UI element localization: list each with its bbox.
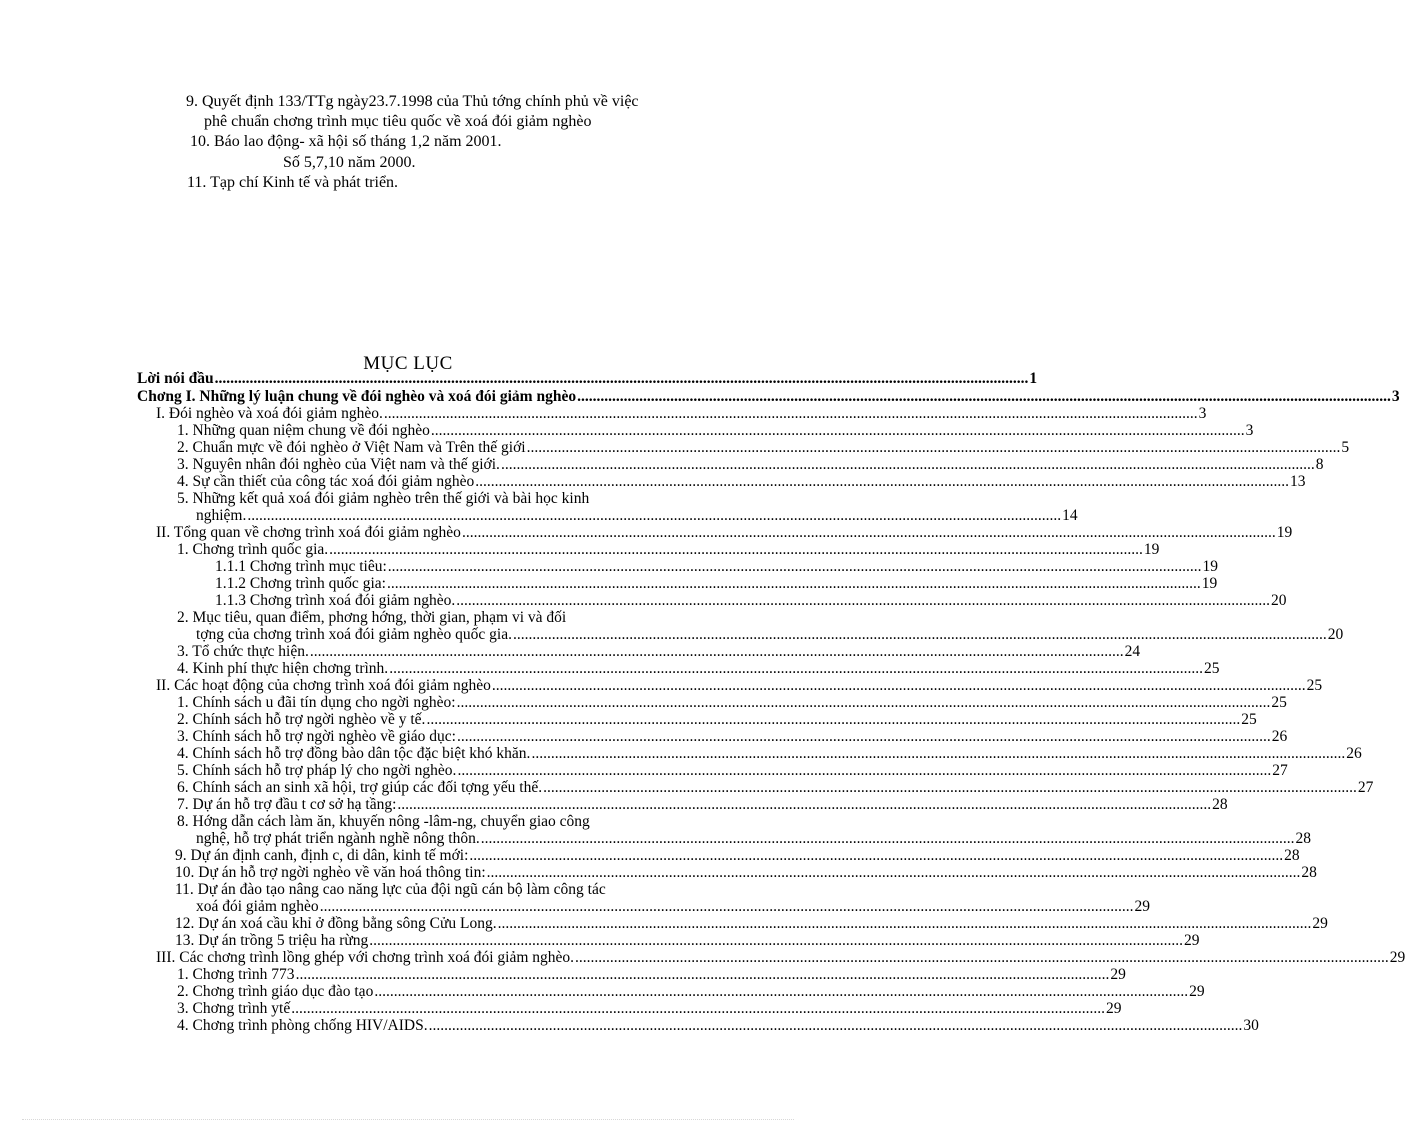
toc-entry[interactable]: [196, 898, 1150, 915]
dot-leader: ..................................................................................................................................................................................................................: [577, 388, 1391, 405]
toc-entry-continuation: nghệ, hỗ trợ phát triển ngành nghề nông thôn.: [196, 830, 480, 847]
toc-entry[interactable]: [177, 762, 1288, 779]
toc-entry-label: 1.1.3 Chơng trình xoá đói giảm nghèo.: [215, 592, 456, 609]
toc-entry-page: 29: [1110, 966, 1126, 983]
toc-title: MỤC LỤC: [363, 353, 453, 374]
toc-entry[interactable]: [177, 1017, 1259, 1034]
toc-entry-label: 1.1.2 Chơng trình quốc gia:: [215, 575, 386, 592]
toc-entry-page: 27: [1272, 762, 1288, 779]
toc-entry-label: 1. Chính sách u đãi tín dụng cho ngời nghèo:: [177, 694, 456, 711]
toc-entry[interactable]: [156, 524, 1293, 541]
toc-entry[interactable]: [156, 405, 1207, 422]
dot-leader: ..................................................................................................................................................................................................................: [480, 830, 1295, 847]
toc-entry-label: 10. Dự án hỗ trợ ngời nghèo về văn hoá thông tin:: [175, 864, 486, 881]
toc-entry-page: 28: [1212, 796, 1228, 813]
toc-entry-label: III. Các chơng trình lồng ghép với chơng trình xoá đói giảm nghèo.: [156, 949, 575, 966]
toc-entry-continuation: tợng của chơng trình xoá đói giảm nghèo quốc gia.: [196, 626, 512, 643]
toc-entry[interactable]: [156, 677, 1323, 694]
toc-entry-page: 29: [1106, 1000, 1122, 1017]
toc-entry-label: 5. Những kết quả xoá đói giảm nghèo trên thế giới và bài học kinh: [177, 490, 590, 507]
toc-entry-label: 3. Chính sách hỗ trợ ngời nghèo về giáo dục:: [177, 728, 456, 745]
toc-entry-page: 27: [1357, 779, 1374, 796]
toc-entry-page: 1: [1029, 370, 1038, 387]
toc-entry-page: 28: [1284, 847, 1300, 864]
toc-entry[interactable]: [177, 711, 1257, 728]
reference-item-continuation: Số 5,7,10 năm 2000.: [283, 154, 416, 171]
toc-entry-label: 7. Dự án hỗ trợ đầu t cơ sở hạ tầng:: [177, 796, 397, 813]
dot-leader: ..................................................................................................................................................................................................................: [291, 1000, 1105, 1017]
dot-leader: ..................................................................................................................................................................................................................: [575, 949, 1389, 966]
dot-leader: ..................................................................................................................................................................................................................: [383, 405, 1198, 422]
page-bottom-divider: [22, 1119, 794, 1120]
toc-entry-label: 1. Chơng trình quốc gia.: [177, 541, 329, 558]
toc-entry-label: I. Đói nghèo và xoá đói giảm nghèo.: [156, 405, 383, 422]
toc-entry-label: 1.1.1 Chơng trình mục tiêu:: [215, 558, 387, 575]
toc-entry-page: 25: [1271, 694, 1287, 711]
toc-entry-label: 12. Dự án xoá cầu khỉ ở đồng bằng sông Cửu Long.: [175, 915, 497, 932]
dot-leader: ..................................................................................................................................................................................................................: [457, 728, 1271, 745]
toc-entry-label: 4. Chính sách hỗ trợ đồng bào dân tộc đặc biệt khó khăn.: [177, 745, 531, 762]
dot-leader: ..................................................................................................................................................................................................................: [329, 541, 1143, 558]
toc-entry-page: 28: [1295, 830, 1311, 847]
toc-entry[interactable]: [196, 507, 1078, 524]
toc-entry-page: 29: [1312, 915, 1328, 932]
dot-leader: ..................................................................................................................................................................................................................: [214, 370, 1029, 387]
toc-entry[interactable]: [196, 830, 1311, 847]
dot-leader: ..................................................................................................................................................................................................................: [486, 864, 1301, 881]
toc-entry-page: 14: [1062, 507, 1078, 524]
toc-entry[interactable]: [177, 796, 1228, 813]
toc-entry-page: 19: [1276, 524, 1293, 541]
dot-leader: ..................................................................................................................................................................................................................: [247, 507, 1062, 524]
dot-leader: ..................................................................................................................................................................................................................: [461, 524, 1276, 541]
toc-entry-label: 5. Chính sách hỗ trợ pháp lý cho ngời nghèo.: [177, 762, 457, 779]
reference-item: 10. Báo lao động- xã hội số tháng 1,2 năm 2001.: [190, 133, 502, 150]
toc-entry-page: 25: [1241, 711, 1257, 728]
toc-entry[interactable]: [177, 779, 1374, 796]
dot-leader: ..................................................................................................................................................................................................................: [513, 626, 1327, 643]
toc-entry[interactable]: [177, 456, 1324, 473]
dot-leader: ..................................................................................................................................................................................................................: [430, 422, 1245, 439]
toc-entry-page: 24: [1124, 643, 1141, 660]
toc-entry-page: 28: [1301, 864, 1317, 881]
dot-leader: ..................................................................................................................................................................................................................: [500, 456, 1315, 473]
toc-entry-page: 20: [1327, 626, 1344, 643]
dot-leader: ..................................................................................................................................................................................................................: [475, 473, 1289, 490]
toc-entry-page: 8: [1315, 456, 1324, 473]
toc-entry-label: 3. Nguyên nhân đói nghèo của Việt nam và thế giới.: [177, 456, 500, 473]
toc-entry[interactable]: [177, 728, 1288, 745]
toc-entry-label: 8. Hớng dẫn cách làm ăn, khuyến nông -lâm-ng, chuyển giao công: [177, 813, 590, 830]
toc-entry[interactable]: [175, 847, 1300, 864]
toc-entry[interactable]: [177, 660, 1220, 677]
toc-entry-label: 1. Chơng trình 773: [177, 966, 295, 983]
toc-entry[interactable]: [156, 949, 1405, 966]
toc-entry-label: 4. Chơng trình phòng chống HIV/AIDS.: [177, 1017, 428, 1034]
toc-entry-page: 29: [1134, 898, 1150, 915]
toc-entry[interactable]: [177, 422, 1254, 439]
toc-entry-label: 2. Chính sách hỗ trợ ngời nghèo về y tế.: [177, 711, 426, 728]
toc-entry-label: II. Các hoạt động của chơng trình xoá đói giảm nghèo: [156, 677, 491, 694]
toc-entry-page: 5: [1341, 439, 1350, 456]
dot-leader: ..................................................................................................................................................................................................................: [369, 932, 1184, 949]
dot-leader: ..................................................................................................................................................................................................................: [386, 575, 1201, 592]
toc-entry-page: 19: [1201, 575, 1218, 592]
toc-entry-page: 3: [1391, 388, 1400, 405]
dot-leader: ..................................................................................................................................................................................................................: [456, 592, 1270, 609]
toc-entry[interactable]: [215, 575, 1218, 592]
toc-entry-label: 1. Những quan niệm chung về đói nghèo: [177, 422, 430, 439]
toc-entry-label: 3. Tổ chức thực hiện.: [177, 643, 309, 660]
dot-leader: ..................................................................................................................................................................................................................: [491, 677, 1306, 694]
toc-entry-page: 3: [1198, 405, 1207, 422]
dot-leader: ..................................................................................................................................................................................................................: [543, 779, 1357, 796]
dot-leader: ..................................................................................................................................................................................................................: [389, 660, 1203, 677]
toc-entry[interactable]: [175, 915, 1328, 932]
toc-entry-label: 2. Chuẩn mực về đói nghèo ở Việt Nam và Trên thế giới: [177, 439, 526, 456]
toc-entry[interactable]: [177, 966, 1126, 983]
dot-leader: ..................................................................................................................................................................................................................: [469, 847, 1284, 864]
toc-entry-label: 2. Mục tiêu, quan điểm, phơng hớng, thời gian, phạm vi và đối: [177, 609, 567, 626]
dot-leader: ..................................................................................................................................................................................................................: [526, 439, 1341, 456]
toc-entry-page: 25: [1203, 660, 1220, 677]
toc-entry-label: Lời nói đầu: [137, 370, 214, 387]
toc-entry-page: 26: [1271, 728, 1288, 745]
dot-leader: ..................................................................................................................................................................................................................: [456, 694, 1271, 711]
toc-entry-label: 4. Kinh phí thực hiện chơng trình.: [177, 660, 389, 677]
dot-leader: ..................................................................................................................................................................................................................: [387, 558, 1202, 575]
toc-entry[interactable]: [215, 558, 1219, 575]
toc-entry[interactable]: [177, 541, 1160, 558]
toc-entry[interactable]: [175, 932, 1200, 949]
toc-entry-page: 29: [1189, 983, 1205, 1000]
reference-item: 11. Tạp chí Kinh tế và phát triển.: [187, 174, 399, 191]
toc-entry-label: 9. Dự án định canh, định c, di dân, kinh tế mới:: [175, 847, 469, 864]
dot-leader: ..................................................................................................................................................................................................................: [397, 796, 1212, 813]
toc-entry-page: 26: [1346, 745, 1362, 762]
dot-leader: ..................................................................................................................................................................................................................: [374, 983, 1189, 1000]
toc-entry[interactable]: [177, 1000, 1122, 1017]
toc-entry-page: 29: [1389, 949, 1405, 966]
toc-entry-label: 13. Dự án trồng 5 triệu ha rừng: [175, 932, 369, 949]
toc-entry[interactable]: [177, 473, 1306, 490]
toc-entry-label: Chơng I. Những lý luận chung về đói nghèo và xoá đói giảm nghèo: [137, 388, 577, 405]
toc-entry-label: II. Tổng quan về chơng trình xoá đói giảm nghèo: [156, 524, 461, 541]
dot-leader: ..................................................................................................................................................................................................................: [457, 762, 1272, 779]
reference-item: 9. Quyết định 133/TTg ngày23.7.1998 của Thủ tớng chính phủ về việc: [186, 93, 639, 110]
toc-entry-page: 25: [1306, 677, 1323, 694]
toc-entry[interactable]: [137, 370, 1038, 387]
toc-entry[interactable]: [137, 388, 1400, 405]
toc-entry-continuation: nghiệm.: [196, 507, 247, 524]
toc-entry-page: 30: [1243, 1017, 1259, 1034]
toc-entry-page: 29: [1184, 932, 1200, 949]
toc-entry[interactable]: [175, 864, 1317, 881]
toc-entry-page: 13: [1289, 473, 1306, 490]
toc-entry[interactable]: [196, 626, 1344, 643]
toc-entry[interactable]: [177, 643, 1141, 660]
toc-entry[interactable]: [177, 694, 1287, 711]
toc-entry-page: 19: [1143, 541, 1160, 558]
toc-entry-label: 4. Sự cần thiết của công tác xoá đói giảm nghèo: [177, 473, 475, 490]
toc-entry[interactable]: [177, 745, 1362, 762]
toc-entry-label: 11. Dự án đào tạo nâng cao năng lực của đội ngũ cán bộ làm công tác: [175, 881, 606, 898]
toc-entry-continuation: xoá đói giảm nghèo: [196, 898, 319, 915]
toc-entry[interactable]: [177, 983, 1205, 1000]
toc-entry-label: 6. Chính sách an sinh xã hội, trợ giúp các đối tợng yếu thế.: [177, 779, 543, 796]
toc-entry-page: 20: [1271, 592, 1287, 609]
dot-leader: ..................................................................................................................................................................................................................: [319, 898, 1134, 915]
toc-entry[interactable]: [215, 592, 1287, 609]
toc-entry-page: 3: [1245, 422, 1254, 439]
dot-leader: ..................................................................................................................................................................................................................: [309, 643, 1124, 660]
dot-leader: ..................................................................................................................................................................................................................: [426, 711, 1241, 728]
toc-entry[interactable]: [177, 439, 1350, 456]
toc-entry-label: 3. Chơng trình ytế: [177, 1000, 291, 1017]
dot-leader: ..................................................................................................................................................................................................................: [531, 745, 1346, 762]
reference-item-continuation: phê chuẩn chơng trình mục tiêu quốc về xoá đói giảm nghèo: [204, 113, 592, 130]
toc-entry-label: 2. Chơng trình giáo dục đào tạo: [177, 983, 374, 1000]
dot-leader: ..................................................................................................................................................................................................................: [497, 915, 1312, 932]
dot-leader: ..................................................................................................................................................................................................................: [295, 966, 1110, 983]
toc-entry-page: 19: [1202, 558, 1219, 575]
dot-leader: ..................................................................................................................................................................................................................: [428, 1017, 1243, 1034]
